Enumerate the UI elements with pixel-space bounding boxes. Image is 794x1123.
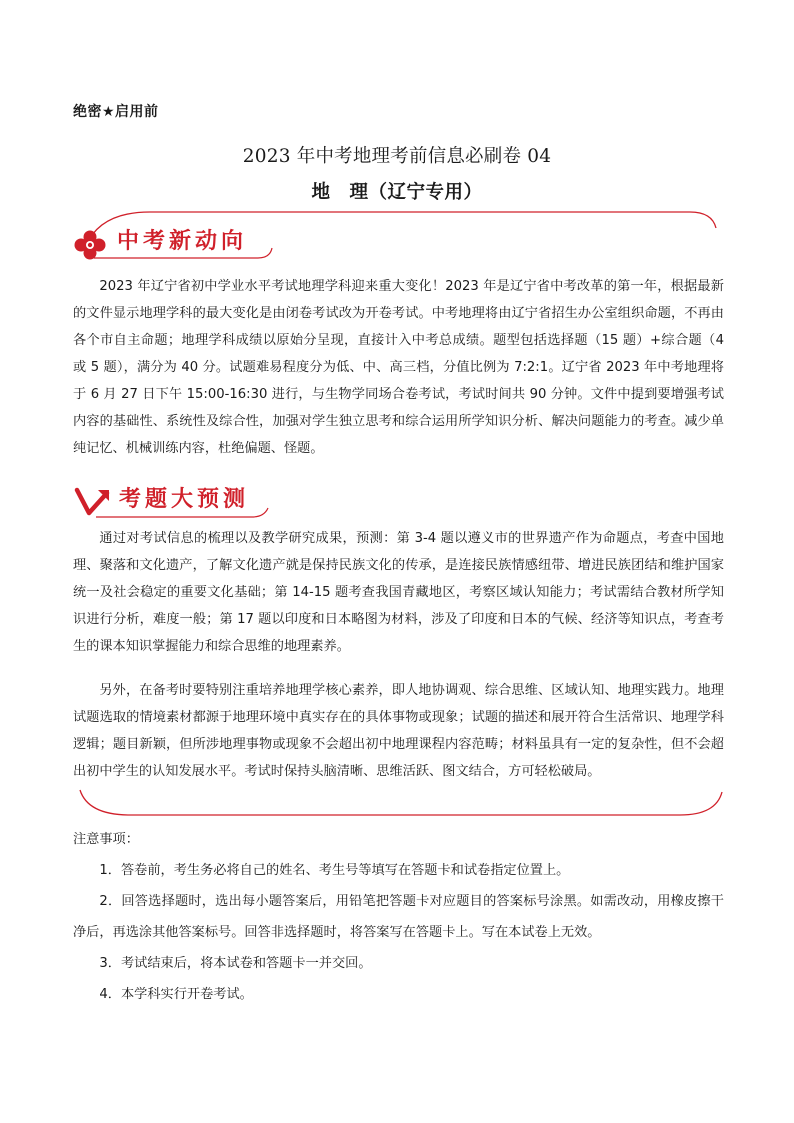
list-item: 2．回答选择题时，选出每小题答案后，用铅笔把答题卡对应题目的答案标号涂黑。如需改动，用橡皮擦干净后，再选涂其他答案标号。回答非选择题时，将答案写在答题卡上。写在本试卷上无效。 <box>73 894 724 940</box>
list-item: 1．答卷前，考生务必将自己的姓名、考生号等填写在答题卡和试卷指定位置上。 <box>99 863 570 878</box>
section-heading-trends: 中考新动向 <box>117 229 248 254</box>
clover-icon <box>72 229 108 261</box>
trend-arrow-icon <box>74 486 112 520</box>
secret-label: 绝密★启用前 <box>73 104 159 120</box>
notes-list <box>73 855 724 1010</box>
predictions-paragraph-1: 通过对考试信息的梳理以及教学研究成果，预测：第 3-4 题以遵义市的世界遗产作为命题点，考查中国地理、聚落和文化遗产，了解文化遗产就是保持民族文化的传承，是连接民族情感纽带、增进民族团结和维护国家统一及社会稳定的重要文化基础；第 14-15 题考查我国青藏地区，考察区域认知能力；考试需结合教材所学知识进行分析，难度一般；第 17 题以印度和日本略图为材料，涉及了印度和日本的气候、经济等知识点，考查考生的课本知识掌握能力和综合思维的地理素养。 <box>73 531 724 654</box>
notes-title: 注意事项： <box>73 832 139 847</box>
list-item: 4．本学科实行开卷考试。 <box>99 987 253 1002</box>
section-heading-predictions: 考题大预测 <box>119 487 250 512</box>
predictions-paragraph-2: 另外，在备考时要特别注重培养地理学核心素养，即人地协调观、综合思维、区域认知、地理实践力。地理试题选取的情境素材都源于地理环境中真实存在的具体事物或现象；试题的描述和展开符合生活常识、地理学科逻辑；题目新颖，但所涉地理事物或现象不会超出初中地理课程内容范畴；材料虽具有一定的复杂性，但不会超出初中学生的认知发展水平。考试时保持头脑清晰、思维活跃、图文结合，方可轻松破局。 <box>73 683 724 779</box>
exam-title: 2023 年中考地理考前信息必刷卷 04 <box>242 146 552 167</box>
exam-subtitle: 地 理（辽宁专用） <box>311 182 483 203</box>
trends-paragraph: 2023 年辽宁省初中学业水平考试地理学科迎来重大变化！2023 年是辽宁省中考改革的第一年，根据最新的文件显示地理学科的最大变化是由闭卷考试改为开卷考试。中考地理将由辽宁省招生办公室组织命题，不再由各个市自主命题；地理学科成绩以原始分呈现，直接计入中考总成绩。题型包括选择题（15 题）+综合题（4 或 5 题），满分为 40 分。试题难易程度分为低、中、高三档，分值比例为 7:2:1。辽宁省 2023 年中考地理将于 6 月 27 日下午 15:00-16:30 进行，与生物学同场合卷考试，考试时间共 90 分钟。文件中提到要增强考试内容的基础性、系统性及综合性，加强对学生独立思考和综合运用所学知识分析、解决问题能力的考查。减少单纯记忆、机械训练内容，杜绝偏题、怪题。 <box>73 279 724 456</box>
list-item: 3．考试结束后，将本试卷和答题卡一并交回。 <box>99 956 372 971</box>
